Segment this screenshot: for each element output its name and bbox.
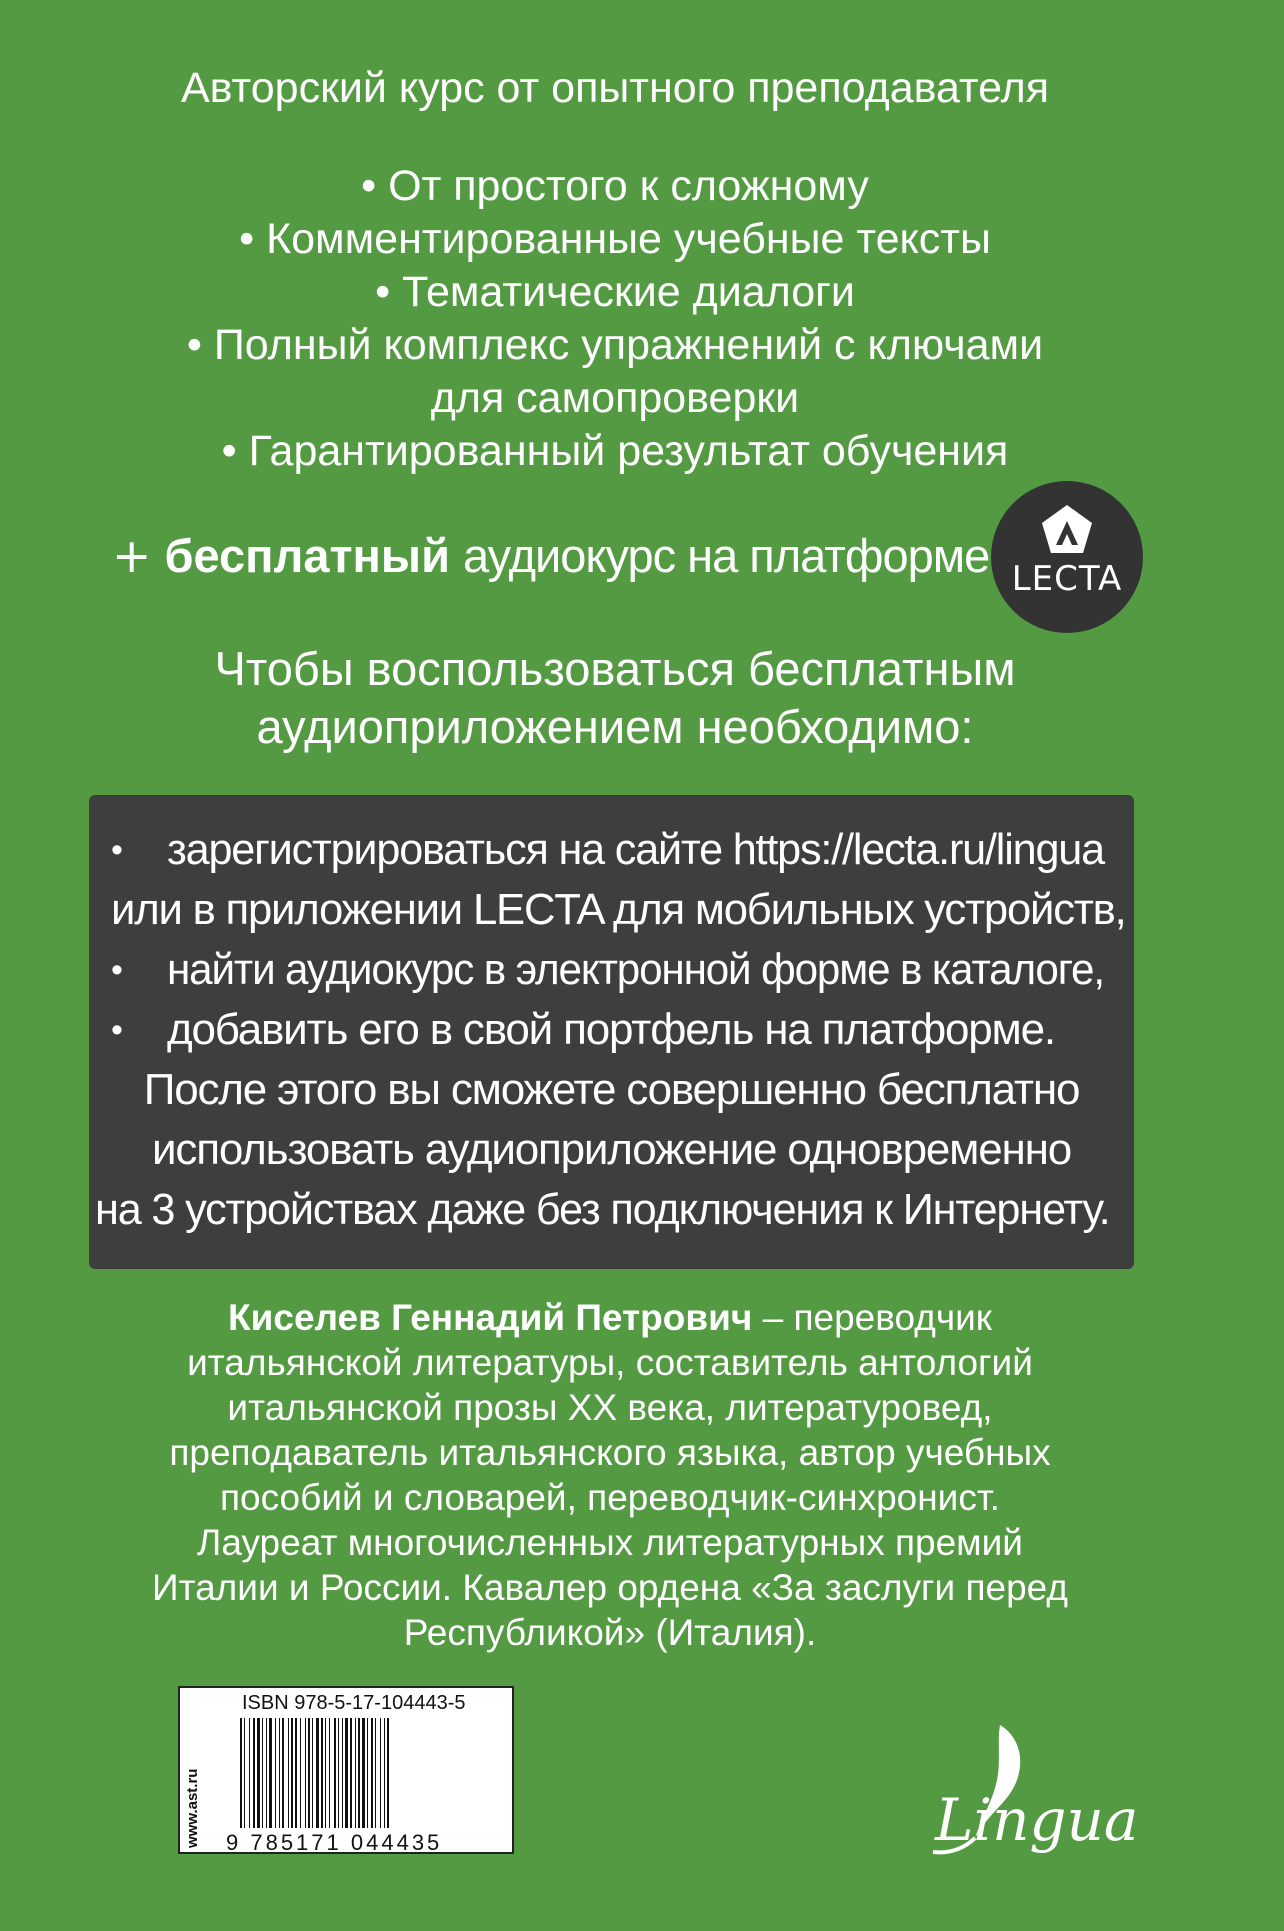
audio-offer-free: бесплатный <box>164 529 450 582</box>
instruction-text: или в приложении LECTA для мобильных устройств, <box>111 885 1126 934</box>
author-bio-line: – переводчик <box>762 1297 992 1338</box>
isbn-label: ISBN 978-5-17-104443-5 <box>242 1692 466 1714</box>
author-first-line <box>0 1295 1220 1340</box>
author-name: Киселев Геннадий Петрович <box>228 1297 753 1338</box>
author-bio-line: Республикой» (Италия). <box>403 1612 817 1653</box>
author-bio-line: Италии и России. Кавалер ордена «За заслуги перед <box>151 1567 1069 1608</box>
feature-item: • Полный комплекс упражнений с ключами <box>186 321 1044 369</box>
tagline: Авторский курс от опытного преподавателя <box>180 64 1050 112</box>
author-bio-line: преподаватель итальянского языка, автор учебных <box>169 1432 1051 1473</box>
feature-item: • Тематические диалоги <box>375 268 855 316</box>
howto-heading <box>0 640 1230 756</box>
lecta-badge <box>991 481 1143 633</box>
author-bio-line: пособий и словарей, переводчик-синхронист. <box>220 1477 1000 1518</box>
bullet: • <box>111 951 123 989</box>
lingua-logo <box>905 1720 1139 1860</box>
publisher-site: www.ast.ru <box>184 1768 201 1848</box>
bullet: • <box>111 831 123 869</box>
feature-item: • Гарантированный результат обучения <box>221 427 1009 475</box>
lecta-logo-icon <box>1038 503 1096 561</box>
instruction-text: использовать аудиоприложение одновременно <box>152 1125 1071 1174</box>
instruction-row <box>111 880 1134 940</box>
feature-item: • От простого к сложному <box>361 162 869 210</box>
instruction-text: добавить его в свой портфель на платформе. <box>167 1005 1055 1054</box>
barcode-icon <box>240 1718 500 1828</box>
author-bio <box>0 1295 1220 1655</box>
lingua-logo-text: Lingua <box>935 1786 1139 1854</box>
instruction-text: найти аудиокурс в электронной форме в каталоге, <box>167 945 1104 994</box>
author-bio-line: итальянской литературы, составитель антологий <box>187 1342 1033 1383</box>
bullet: • <box>111 1011 123 1049</box>
barcode-box <box>178 1686 514 1854</box>
feature-item-continued: для самопроверки <box>430 374 800 422</box>
feature-list <box>0 160 1230 478</box>
author-bio-line: Лауреат многочисленных литературных премий <box>197 1522 1023 1563</box>
howto-line: Чтобы воспользоваться бесплатным <box>214 642 1016 695</box>
audio-offer-plus: + <box>112 529 152 584</box>
author-bio-line: итальянской прозы XX века, литературовед, <box>227 1387 993 1428</box>
howto-line: аудиоприложением необходимо: <box>256 700 974 753</box>
instruction-text: на 3 устройствах даже без подключения к Интернету. <box>95 1185 1110 1234</box>
instruction-row <box>89 1180 1134 1240</box>
barcode-digits: 9 785171 044435 <box>226 1830 443 1855</box>
instruction-text: зарегистрироваться на сайте https://lecta.ru/lingua <box>167 825 1104 874</box>
instructions-panel <box>89 795 1134 1269</box>
audio-offer <box>112 528 989 585</box>
audio-offer-rest: аудиокурс на платформе <box>463 529 990 582</box>
instruction-row <box>89 1120 1134 1180</box>
lecta-badge-text: LECTA <box>1011 559 1123 599</box>
instruction-text: После этого вы сможете совершенно бесплатно <box>143 1065 1080 1114</box>
feature-item: • Комментированные учебные тексты <box>239 215 991 263</box>
instruction-row <box>89 1060 1134 1120</box>
